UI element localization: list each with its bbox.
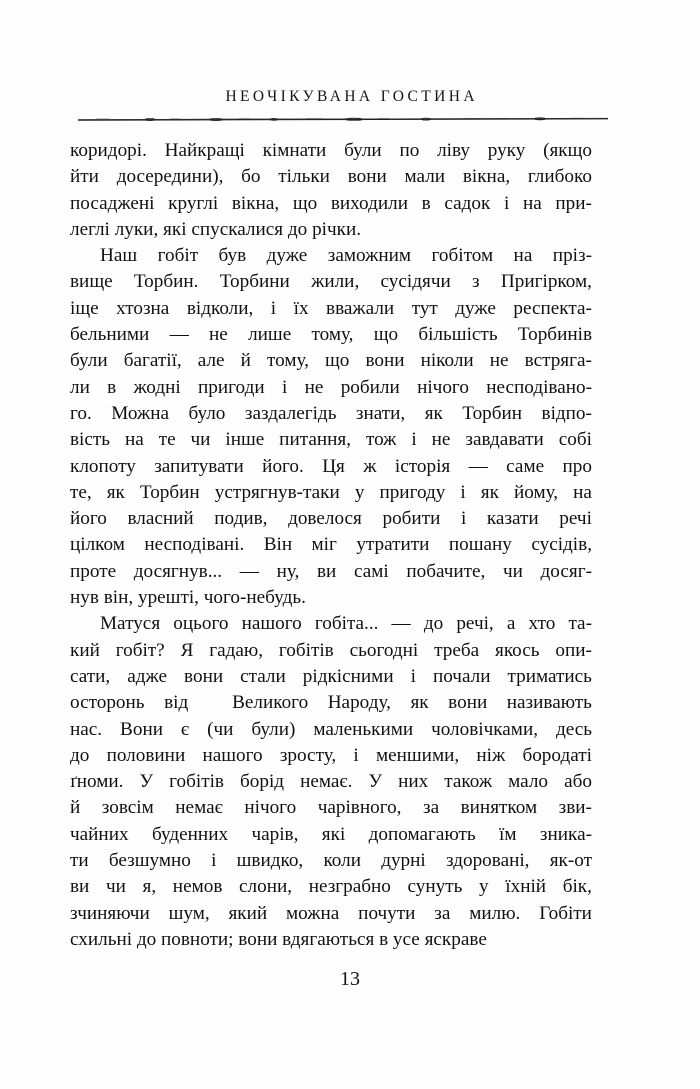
text-line: зчиняючи шум, який можна почути за милю. Гобіти: [70, 902, 592, 924]
text-line: леглі луки, які спускалися до річки.: [70, 218, 362, 240]
text-line: посаджені круглі вікна, що виходили в садок і на при-: [70, 192, 592, 214]
text-line: коридорі. Найкращі кімнати були по ліву руку (якщо: [70, 140, 592, 161]
text-line: сати, адже вони стали рідкісними і почали триматись: [70, 665, 592, 687]
text-line: його власний подив, довелося робити і казати речі: [70, 508, 592, 530]
text-line: те, як Торбин устрягнув-таки у пригоду і як йому, на: [70, 481, 592, 503]
text-line: ти безшумно і швидко, коли дурні здоровані, як-от: [70, 850, 592, 872]
text-line: Наш гобіт був дуже заможним гобітом на прiз-: [100, 245, 592, 267]
text-line: були багатії, але й тому, що вони ніколи не встряга-: [70, 350, 592, 372]
text-line: нув він, урешті, чого-небудь.: [70, 587, 306, 609]
decorative-rule-ornament: [78, 117, 608, 122]
text-line: ви чи я, немов слони, незграбно сунуть у їхній бік,: [70, 876, 592, 898]
text-line: йти досередини), бо тільки вони мали вікна, глибоко: [70, 166, 592, 188]
text-line: іще хтозна відколи, і їх вважали тут дуже респекта-: [70, 297, 592, 319]
text-line: го. Можна було заздалегідь знати, як Торбин відпо-: [70, 402, 592, 424]
text-line: й зовсім немає нічого чарівного, за винятком зви-: [70, 797, 592, 819]
text-line: вище Торбин. Торбини жили, сусідячи з Пригірком,: [70, 271, 592, 293]
body-text: [70, 138, 592, 953]
text-line: схильні до повноти; вони вдягаються в усе яскраве: [70, 928, 487, 950]
text-line: нас. Вони є (чи були) маленькими чоловічками, десь: [70, 718, 592, 740]
text-line: чайних буденних чарів, які допомагають їм зника-: [70, 823, 592, 845]
text-line: вість на те чи інше питання, тож і не завдавати собі: [70, 429, 592, 451]
text-line: цілком несподівані. Він міг утратити пошану сусідів,: [70, 534, 592, 556]
text-line: осторонь від Великого Народу, як вони називають: [70, 692, 592, 714]
text-line: кий гобіт? Я гадаю, гобітів сьогодні треба якось опи-: [70, 639, 592, 661]
text-line: клопоту запитувати його. Ця ж історія — саме про: [70, 455, 592, 477]
text-line: ли в жодні пригоди і не робили нічого несподівано-: [70, 376, 592, 398]
page-number: 13: [340, 968, 360, 990]
text-line: до половини нашого зросту, і меншими, ніж бородаті: [70, 744, 592, 766]
text-line: бельними — не лише тому, що більшість Торбинів: [70, 324, 592, 346]
text-line: Матуся оцього нашого гобіта... — до речі, а хто та-: [100, 613, 592, 635]
text-line: ґноми. У гобітів борід немає. У них також мало або: [70, 771, 592, 793]
running-head: НЕОЧІКУВАНА ГОСТИНА: [225, 88, 478, 105]
text-line: проте досягнув... — ну, ви самі побачите, чи досяг-: [70, 560, 592, 582]
